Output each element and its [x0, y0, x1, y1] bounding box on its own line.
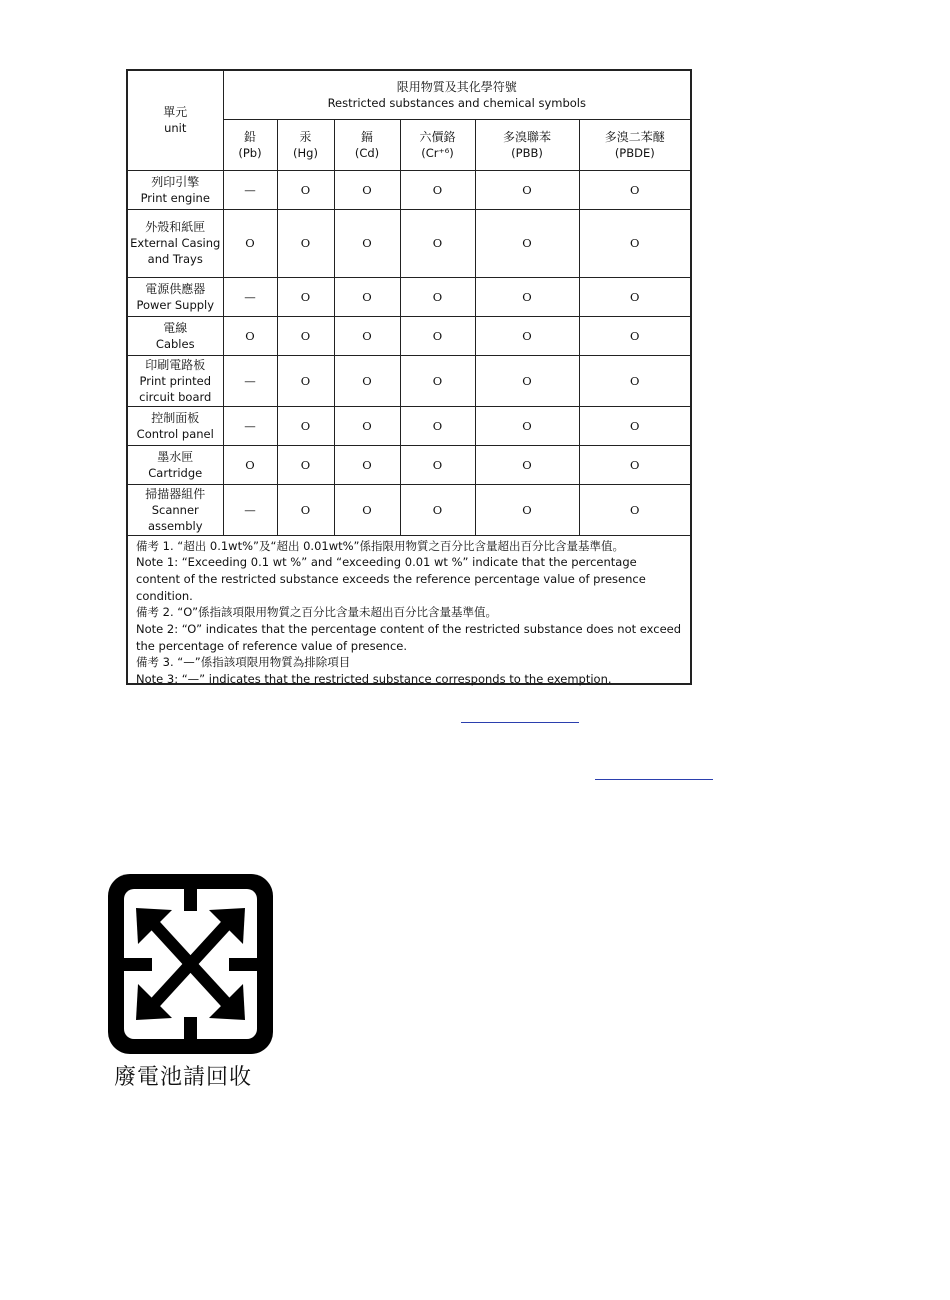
recycle-caption: 廢電池請回收 — [114, 1065, 253, 1090]
substance-value-cell: O — [400, 406, 475, 445]
header-en: Restricted substances and chemical symbols — [327, 95, 586, 110]
table-row — [128, 277, 690, 316]
note-3-en: Note 3: “—” indicates that the restricted substance corresponds to the exemption. — [136, 672, 612, 687]
substance-header — [277, 119, 334, 170]
substance-value-cell: O — [400, 316, 475, 355]
substance-value-cell: O — [277, 445, 334, 484]
substance-value-cell: O — [334, 355, 400, 406]
substance-value-cell: O — [334, 406, 400, 445]
component-cell — [128, 406, 223, 445]
substance-name: 多溴聯苯 — [502, 129, 551, 144]
substance-value-cell: O — [223, 316, 277, 355]
substance-value-cell: O — [579, 170, 690, 209]
component-cell — [128, 277, 223, 316]
substance-symbol: (Pb) — [238, 145, 262, 160]
note-1-en: Note 1: “Exceeding 0.1 wt %” and “exceeding 0.01 wt %” indicate that the percentage content of the restricted substance exceeds the reference percentage value of presence condition. — [136, 555, 646, 603]
component-name-en: Cartridge — [148, 465, 203, 480]
component-name-zh: 控制面板 — [151, 410, 200, 425]
substance-value-cell: O — [475, 406, 579, 445]
substance-name: 六價鉻 — [419, 129, 456, 144]
unit-header-cell — [128, 71, 223, 170]
component-cell — [128, 355, 223, 406]
substance-value-cell: O — [277, 406, 334, 445]
substance-value-cell: O — [277, 209, 334, 277]
table-row — [128, 406, 690, 445]
substance-value-cell: O — [579, 355, 690, 406]
substance-value-cell: O — [400, 445, 475, 484]
component-cell — [128, 484, 223, 535]
substance-header — [334, 119, 400, 170]
substance-value-cell: O — [277, 277, 334, 316]
component-name-zh: 印刷電路板 — [145, 357, 206, 372]
substance-value-cell: O — [475, 277, 579, 316]
substance-value-cell: O — [475, 209, 579, 277]
substance-value-cell: O — [475, 484, 579, 535]
restricted-substances-header — [223, 71, 690, 119]
rohs-declaration-table — [126, 69, 692, 685]
substance-value-cell: O — [334, 170, 400, 209]
component-name-en: Scanner assembly — [147, 502, 203, 533]
substance-value-cell: O — [475, 316, 579, 355]
component-cell — [128, 445, 223, 484]
table-row — [128, 170, 690, 209]
header-zh: 限用物質及其化學符號 — [396, 79, 517, 94]
battery-recycle-icon — [108, 874, 273, 1054]
table-row — [128, 355, 690, 406]
substance-value-cell: — — [223, 170, 277, 209]
table-body — [128, 71, 690, 535]
substance-value-cell: O — [277, 170, 334, 209]
substance-symbol: (PBDE) — [614, 145, 655, 160]
substance-value-cell: O — [579, 209, 690, 277]
component-name-en: External Casing and Trays — [130, 236, 221, 266]
substance-value-cell: O — [400, 277, 475, 316]
component-name-en: Print printed circuit board — [139, 373, 212, 404]
substance-value-cell: O — [334, 484, 400, 535]
component-name-en: Cables — [155, 336, 195, 351]
component-name-zh: 電線 — [163, 320, 188, 335]
hyperlink-underline[interactable] — [461, 722, 579, 723]
component-name-zh: 墨水匣 — [157, 449, 194, 464]
substance-value-cell: — — [223, 406, 277, 445]
substance-symbol: (Cd) — [354, 145, 380, 160]
substance-name: 多溴二苯醚 — [604, 129, 665, 144]
substance-table — [128, 71, 690, 536]
substance-value-cell: O — [475, 355, 579, 406]
substance-value-cell: — — [223, 484, 277, 535]
component-cell — [128, 209, 223, 277]
table-row — [128, 316, 690, 355]
component-name-zh: 掃描器組件 — [145, 486, 206, 501]
substance-header — [400, 119, 475, 170]
substance-value-cell: — — [223, 355, 277, 406]
substance-value-cell: — — [223, 277, 277, 316]
substance-value-cell: O — [334, 445, 400, 484]
note-2-en: Note 2: “O” indicates that the percentage content of the restricted substance does not exceed the percentage of reference value of presence. — [136, 622, 682, 653]
substance-value-cell: O — [223, 209, 277, 277]
component-name-zh: 列印引擎 — [151, 174, 200, 189]
table-row — [128, 484, 690, 535]
component-cell — [128, 316, 223, 355]
substance-symbol: (Hg) — [293, 145, 318, 160]
substance-name: 汞 — [299, 129, 312, 144]
substance-value-cell: O — [400, 209, 475, 277]
substance-value-cell: O — [400, 355, 475, 406]
unit-label-zh: 單元 — [163, 105, 188, 120]
substance-value-cell: O — [277, 484, 334, 535]
substance-symbol: (Cr⁺⁶) — [421, 145, 454, 160]
substance-value-cell: O — [579, 277, 690, 316]
substance-name: 鎘 — [360, 129, 373, 144]
table-notes — [128, 536, 690, 688]
hyperlink-underline[interactable] — [595, 779, 713, 780]
component-name-zh: 電源供應器 — [145, 281, 206, 296]
substance-value-cell: O — [579, 316, 690, 355]
substance-value-cell: O — [277, 355, 334, 406]
substance-name: 鉛 — [243, 129, 256, 144]
substance-value-cell: O — [400, 484, 475, 535]
substance-value-cell: O — [277, 316, 334, 355]
component-cell — [128, 170, 223, 209]
substance-value-cell: O — [334, 316, 400, 355]
substance-value-cell: O — [334, 209, 400, 277]
substance-header — [579, 119, 690, 170]
substance-symbol: (PBB) — [511, 145, 543, 160]
substance-value-cell: O — [400, 170, 475, 209]
substance-value-cell: O — [579, 484, 690, 535]
component-name-en: Power Supply — [136, 297, 215, 312]
substance-value-cell: O — [579, 406, 690, 445]
note-2-zh: 備考 2. “O”係指該項限用物質之百分比含量未超出百分比含量基準值。 — [136, 605, 498, 620]
substance-value-cell: O — [334, 277, 400, 316]
component-name-en: Control panel — [136, 426, 214, 441]
substance-value-cell: O — [475, 445, 579, 484]
substance-value-cell: O — [579, 445, 690, 484]
component-name-zh: 外殼和紙匣 — [145, 220, 206, 234]
note-1-zh: 備考 1. “超出 0.1wt%”及“超出 0.01wt%”係指限用物質之百分比含量超出百分比含量基準值。 — [136, 538, 624, 553]
substance-header — [223, 119, 277, 170]
component-name-en: Print engine — [140, 190, 210, 205]
substance-header — [475, 119, 579, 170]
table-row — [128, 445, 690, 484]
substance-value-cell: O — [475, 170, 579, 209]
unit-label-en: unit — [164, 121, 187, 136]
table-row — [128, 209, 690, 277]
note-3-zh: 備考 3. “—”係指該項限用物質為排除項目 — [136, 655, 351, 670]
substance-value-cell: O — [223, 445, 277, 484]
